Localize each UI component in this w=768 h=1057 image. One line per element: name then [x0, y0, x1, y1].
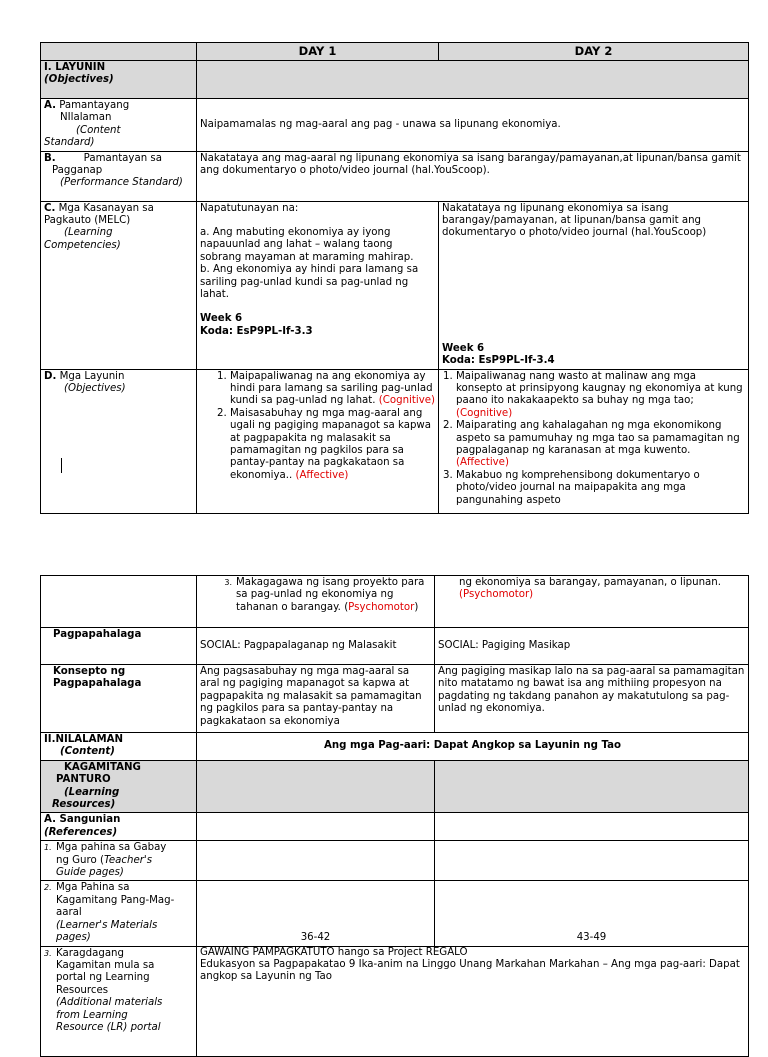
continuation-day1: 3. Makagagawa ng isang proyekto para sa pag-unlad ng ekonomiya ng tahanan o barangay. (Psychomotor): [197, 576, 435, 628]
melc-day1: Napatutunayan na: a. Ang mabuting ekonomiya ay iyong napauunlad ang lahat – walang taong sobrang mayaman at maraming mahirap. b. Ang ekonomiya ay hindi para lamang sa sariling pag-unlad kundi sa pag-unlad ng lahat. Week 6 Koda: EsP9PL-If-3.3: [197, 201, 439, 369]
layunin-sub: (Objectives): [44, 74, 114, 86]
melc-day2-koda: Koda: EsP9PL-If-3.4: [442, 355, 555, 367]
sanggunian-day1: [197, 813, 435, 841]
kagamitan-day1: [197, 760, 435, 813]
tg-pages-day1: [197, 841, 435, 881]
konsepto-label: Konsepto ng Pagpapahalaga: [41, 665, 197, 733]
header-blank: [41, 43, 197, 61]
additional-materials-text: GAWAING PAMPAGKATUTO hango sa Project REGALO Edukasyon sa Pagpapakatao 9 Ika-anim na Linggo Unang Markahan Markahan – Ang mga pag-aari: Dapat angkop sa Layunin ng Tao: [197, 946, 749, 1056]
objective-day2-item: 2. Maiparating ang kahalagahan ng mga ekonomikong aspeto sa pamumuhay ng mga tao sa pamamagitan ng pagpalaganap ng karanasan at mga kuwento. (Affective): [456, 420, 745, 470]
kagamitan-day2: [435, 760, 749, 813]
sanggunian-day2: [435, 813, 749, 841]
objective-day1-item: 2. Maisasabuhay ng mga mag-aaral ang ugali ng pagiging mapanagot sa kapwa at pagpapakita ng malasakit sa pamamagitan ng pagkilos para sa pantay-pantay na pagkakataon sa ekonomiya.. (Affective): [230, 408, 435, 482]
content-standard-label: A. Pamantayang NIlalaman (Content Standard): [41, 99, 197, 152]
lm-pages-day1: 36-42: [197, 881, 435, 946]
objectives-day2: [439, 369, 749, 513]
konsepto-day2: Ang pagiging masikap lalo na sa pag-aaral sa pamamagitan nito matatamo ng bawat isa ang mithiing propesyon na pagdating ng takdang panahon ay makatutulong sa pag-unlad ng ekonomiya.: [435, 665, 749, 733]
melc-day2-week: Week 6: [442, 342, 485, 354]
content-standard-text: Naipamamalas ng mag-aaral ang pag - unawa sa lipunang ekonomiya.: [197, 99, 749, 152]
objectives-label: D. Mga Layunin (Objectives): [41, 369, 197, 513]
melc-label: C. Mga Kasanayan sa Pagkauto (MELC) (Learning Competencies): [41, 201, 197, 369]
continuation-day2: ng ekonomiya sa barangay, pamayanan, o lipunan. (Psychomotor): [435, 576, 749, 628]
melc-day2: Nakatataya ng lipunang ekonomiya sa isang barangay/pamayanan, at lipunan/bansa gamit ang dokumentaryo o photo/video journal (hal.YouScoop) Week 6 Koda: EsP9PL-If-3.4: [439, 201, 749, 369]
text-cursor: [61, 458, 62, 473]
melc-day1-koda: Koda: EsP9PL-If-3.3: [200, 325, 313, 337]
performance-standard-text: Nakatataya ang mag-aaral ng lipunang ekonomiya sa isang barangay/pamayanan,at lipunan/bansa gamit ang dokumentaryo o photo/video journal (hal.YouScoop).: [197, 151, 749, 201]
lesson-plan-table-2: [40, 575, 749, 1057]
additional-materials-label: 3. Karagdagang Kagamitan mula sa portal ng Learning Resources (Additional materials from Learning Resource (LR) portal: [41, 946, 197, 1056]
objectives-day1: [197, 369, 439, 513]
header-day2: DAY 2: [439, 43, 749, 61]
pagpapahalaga-day2: SOCIAL: Pagiging Masikap: [435, 628, 749, 665]
performance-standard-label: B. Pamantayan sa Pagganap (Performance Standard): [41, 151, 197, 201]
lesson-plan-table-1: [40, 42, 749, 514]
layunin-blank: [197, 61, 749, 99]
header-day1: DAY 1: [197, 43, 439, 61]
lm-pages-label: 2. Mga Pahina sa Kagamitang Pang-Mag- aaral (Learner's Materials pages): [41, 881, 197, 946]
pagpapahalaga-label: Pagpapahalaga: [41, 628, 197, 665]
melc-day1-week: Week 6: [200, 313, 243, 325]
sanggunian-label: A. Sangunian (References): [41, 813, 197, 841]
lm-pages-day2: 43-49: [435, 881, 749, 946]
objective-day1-item: 1. Maipapaliwanag na ang ekonomiya ay hindi para lamang sa sariling pag-unlad kundi sa pag-unlad ng lahat. (Cognitive): [230, 371, 435, 408]
pagpapahalaga-day1: SOCIAL: Pagpapalaganap ng Malasakit: [197, 628, 435, 665]
layunin-title: I. LAYUNIN: [44, 62, 106, 73]
tg-pages-label: 1. Mga pahina sa Gabay ng Guro (Teacher's Guide pages): [41, 841, 197, 881]
objective-day2-item: 1. Maipaliwanag nang wasto at malinaw ang mga konsepto at prinsipyong kaugnay ng ekonomiya at kung paano ito nakakaapekto sa buhay ng mga tao; (Cognitive): [456, 371, 745, 421]
nilalaman-text: Ang mga Pag-aari: Dapat Angkop sa Layunin ng Tao: [197, 733, 749, 761]
tg-pages-day2: [435, 841, 749, 881]
konsepto-day1: Ang pagsasabuhay ng mga mag-aaral sa aral ng pagiging mapanagot sa kapwa at pagpapakita ng malasakit sa pamamagitan ng pagkilos para sa pantay-pantay na pagkakataon sa ekonomiya: [197, 665, 435, 733]
nilalaman-label: II.NILALAMAN (Content): [41, 733, 197, 761]
objective-day2-item: 3. Makabuo ng komprehensibong dokumentaryo o photo/video journal na maipapakita ang mga pangunahing aspeto: [456, 470, 745, 507]
kagamitan-label: KAGAMITANG PANTURO (Learning Resources): [41, 760, 197, 813]
continuation-blank: [41, 576, 197, 628]
layunin-label-cell: [41, 61, 197, 99]
